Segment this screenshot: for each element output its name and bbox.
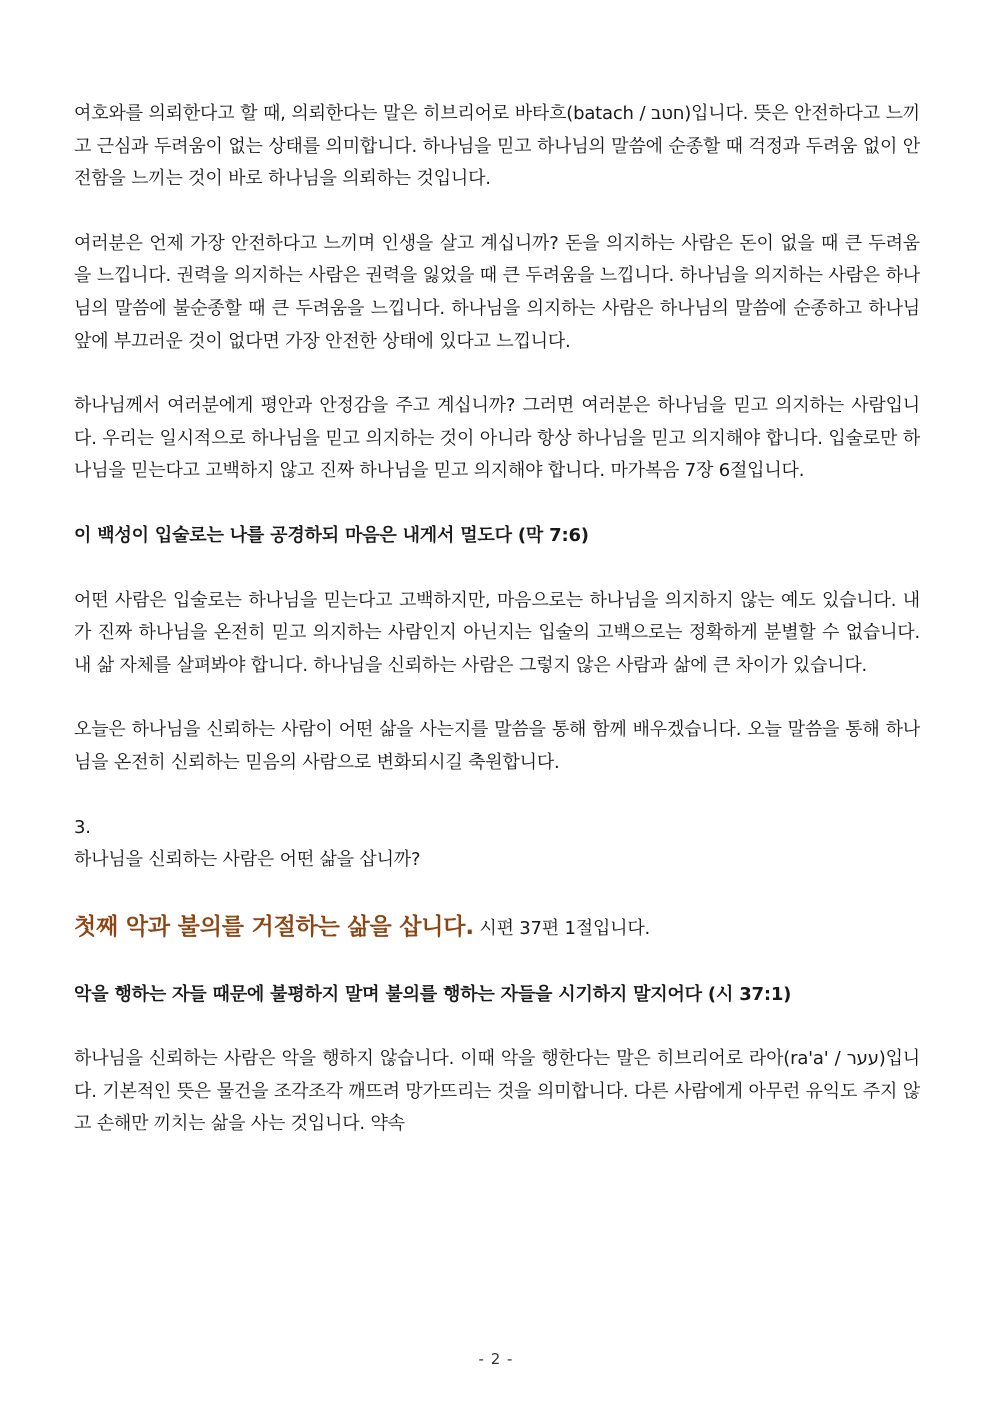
paragraph-raa: 하나님을 신뢰하는 사람은 악을 행하지 않습니다. 이때 악을 행한다는 말은 히브리어로 라아(ra'a' / עער)입니다. 기본적인 뜻은 물건을 조각조각 깨뜨려 망가뜨리는 것을 의미합니다. 다른 사람에게 아무런 유익도 주지 않고 손해만 끼치는 삶을 사는 것입니다. 약속 [74,1048,920,1135]
scripture-verse-mark: 이 백성이 입술로는 나를 공경하되 마음은 내게서 멀도다 (막 7:6) [74,524,589,546]
paragraph-safety: 여러분은 언제 가장 안전하다고 느끼며 인생을 살고 계십니까? 돈을 의지하는 사람은 돈이 없을 때 큰 두려움을 느낍니다. 권력을 의지하는 사람은 권력을 잃었을 때 큰 두려움을 느낍니다. 하나님을 의지하는 사람은 하나님의 말씀에 불순종할 때 큰 두려움을 느낍니다. 하나님을 의지하는 사람은 하나님의 말씀에 순종하고 하나님 앞에 부끄러운 것이 없다면 가장 안전한 상태에 있다고 느낍니다. [74,232,920,352]
page-number: - 2 - [478,1350,514,1368]
scripture-verse-psalm: 악을 행하는 자들 때문에 불평하지 말며 불의를 행하는 자들을 시기하지 말지어다 (시 37:1) [74,983,792,1005]
heading-accent-text: 첫째 악과 불의를 거절하는 삶을 삽니다. [74,913,474,940]
document-page [74,98,920,1173]
section-question: 하나님을 신뢰하는 사람은 어떤 삶을 삽니까? [74,849,421,871]
paragraph-confession: 어떤 사람은 입술로는 하나님을 믿는다고 고백하지만, 마음으로는 하나님을 의지하지 않는 예도 있습니다. 내가 진짜 하나님을 온전히 믿고 의지하는 사람인지 아닌지는 입술의 고백으로는 정확하게 분별할 수 없습니다. 내 삶 자체를 살펴봐야 합니다. 하나님을 신뢰하는 사람은 그렇지 않은 사람과 삶에 큰 차이가 있습니다. [74,589,920,676]
section-number: 3. [74,816,91,838]
paragraph-peace: 하나님께서 여러분에게 평안과 안정감을 주고 계십니까? 그러면 여러분은 하나님을 믿고 의지하는 사람입니다. 우리는 일시적으로 하나님을 믿고 의지하는 것이 아니라 항상 하나님을 믿고 의지해야 합니다. 입술로만 하나님을 믿는다고 고백하지 않고 진짜 하나님을 믿고 의지해야 합니다. 마가복음 7장 6절입니다. [74,395,920,482]
heading-reference-text: 시편 37편 1절입니다. [473,917,651,939]
section-heading [74,907,920,949]
paragraph-today: 오늘은 하나님을 신뢰하는 사람이 어떤 삶을 사는지를 말씀을 통해 함께 배우겠습니다. 오늘 말씀을 통해 하나님을 온전히 신뢰하는 믿음의 사람으로 변화되시길 축원합니다. [74,719,920,773]
paragraph-batach: 여호와를 의뢰한다고 할 때, 의뢰한다는 말은 히브리어로 바타흐(batach / חטב)입니다. 뜻은 안전하다고 느끼고 근심과 두려움이 없는 상태를 의미합니다. 하나님을 믿고 하나님의 말씀에 순종할 때 걱정과 두려움 없이 안전함을 느끼는 것이 바로 하나님을 의뢰하는 것입니다. [74,103,920,190]
